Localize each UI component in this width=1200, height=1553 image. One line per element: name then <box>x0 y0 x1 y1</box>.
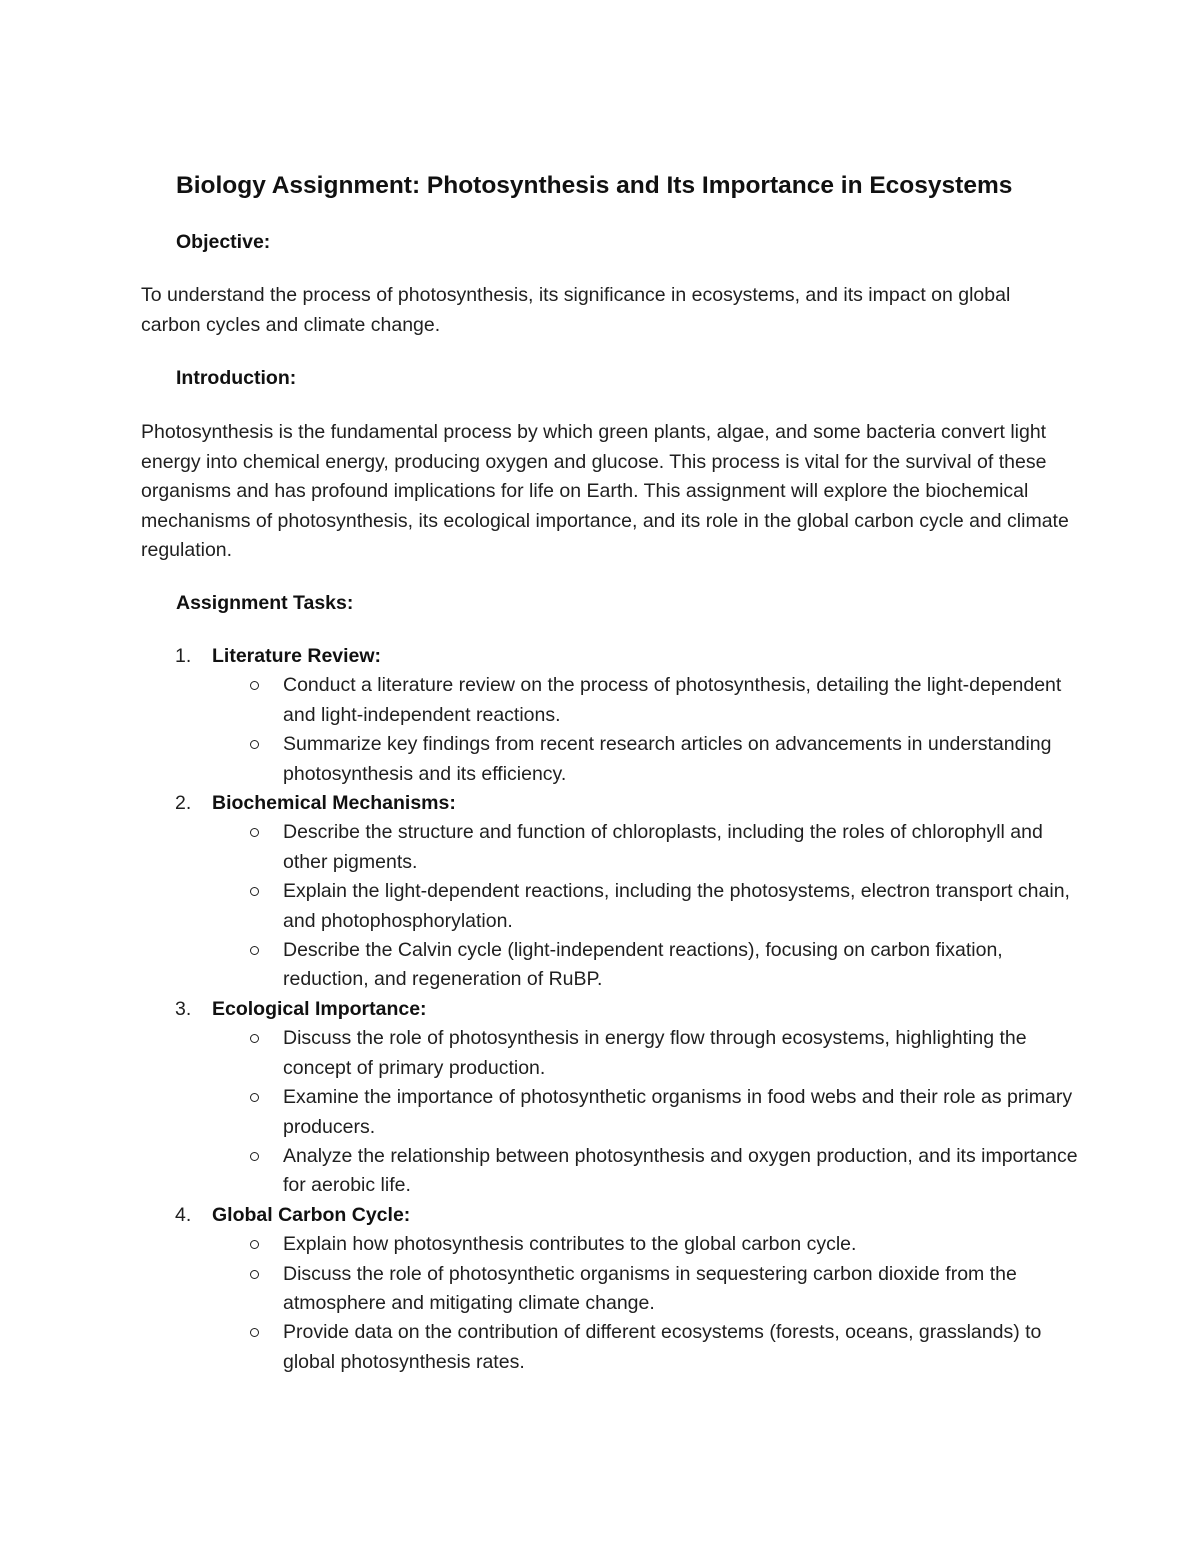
subitem <box>212 1024 1081 1083</box>
hollow-circle-bullet-icon <box>250 1240 259 1249</box>
task-number: 4. <box>175 1203 192 1226</box>
task-number: 1. <box>175 645 192 667</box>
task-title: Ecological Importance: <box>212 997 427 1020</box>
hollow-circle-bullet-icon <box>250 1093 259 1102</box>
task-item <box>141 995 1081 1201</box>
task-title: Biochemical Mechanisms: <box>212 792 456 815</box>
hollow-circle-bullet-icon <box>250 1270 259 1279</box>
hollow-circle-bullet-icon <box>250 887 259 896</box>
subitem-text: Conduct a literature review on the process of photosynthesis, detailing the light-dependent and light-independent reactions. <box>283 674 1062 726</box>
hollow-circle-bullet-icon <box>250 1152 259 1161</box>
subitem-text: Discuss the role of photosynthetic organisms in sequestering carbon dioxide from the atmosphere and mitigating climate change. <box>283 1262 1017 1314</box>
subitem <box>212 1142 1081 1201</box>
subitem-text: Summarize key findings from recent research articles on advancements in understanding photosynthesis and its efficiency. <box>283 733 1052 785</box>
task-list <box>141 642 1081 1377</box>
subitem-text: Examine the importance of photosynthetic organisms in food webs and their role as primary producers. <box>283 1086 1073 1138</box>
task-subitems <box>212 818 1081 994</box>
subitem <box>212 877 1081 936</box>
tasks-heading: Assignment Tasks: <box>176 592 354 614</box>
objective-text: To understand the process of photosynthesis, its significance in ecosystems, and its impact on global carbon cycles and climate change. <box>141 284 1011 336</box>
task-subitems <box>212 671 1081 789</box>
subitem <box>212 1318 1081 1377</box>
task-item <box>141 789 1081 995</box>
subitem <box>212 818 1081 877</box>
task-number: 2. <box>175 792 192 815</box>
document-title: Biology Assignment: Photosynthesis and Its Importance in Ecosystems <box>176 172 1013 199</box>
introduction-heading: Introduction: <box>176 367 297 389</box>
subitem <box>212 1260 1081 1319</box>
task-subitems <box>212 1024 1081 1200</box>
subitem-text: Explain how photosynthesis contributes to the global carbon cycle. <box>283 1233 857 1256</box>
task-subitems <box>212 1230 1081 1377</box>
subitem-text: Analyze the relationship between photosynthesis and oxygen production, and its importance for aerobic life. <box>283 1144 1078 1197</box>
subitem-text: Describe the Calvin cycle (light-independent reactions), focusing on carbon fixation, reduction, and regeneration of RuBP. <box>283 939 1003 991</box>
subitem <box>212 730 1081 789</box>
subitem-text: Provide data on the contribution of different ecosystems (forests, oceans, grasslands) to global photosynthesis rates. <box>283 1321 1042 1373</box>
subitem <box>212 1083 1081 1142</box>
hollow-circle-bullet-icon <box>250 946 259 955</box>
task-number: 3. <box>175 997 192 1020</box>
subitem-text: Discuss the role of photosynthesis in energy flow through ecosystems, highlighting the concept of primary production. <box>283 1027 1027 1079</box>
hollow-circle-bullet-icon <box>250 681 259 690</box>
hollow-circle-bullet-icon <box>250 1034 259 1043</box>
task-title: Literature Review: <box>212 645 382 667</box>
subitem <box>212 671 1081 730</box>
objective-heading: Objective: <box>176 231 271 253</box>
subitem-text: Describe the structure and function of chloroplasts, including the roles of chlorophyll and other pigments. <box>283 821 1043 873</box>
introduction-text: Photosynthesis is the fundamental process by which green plants, algae, and some bacteria convert light energy into chemical energy, producing oxygen and glucose. This process is vital for the survival of these organisms and has profound implications for life on Earth. This assignment will explore the biochemical mechanisms of photosynthesis, its ecological importance, and its role in the global carbon cycle and climate regulation. <box>141 421 1069 561</box>
hollow-circle-bullet-icon <box>250 1328 259 1337</box>
task-item <box>141 642 1081 789</box>
hollow-circle-bullet-icon <box>250 828 259 837</box>
subitem <box>212 1230 1081 1259</box>
task-title: Global Carbon Cycle: <box>212 1203 411 1226</box>
subitem-text: Explain the light-dependent reactions, including the photosystems, electron transport chain, and photophosphorylation. <box>283 880 1070 932</box>
task-item <box>141 1201 1081 1377</box>
hollow-circle-bullet-icon <box>250 740 259 749</box>
subitem <box>212 936 1081 995</box>
